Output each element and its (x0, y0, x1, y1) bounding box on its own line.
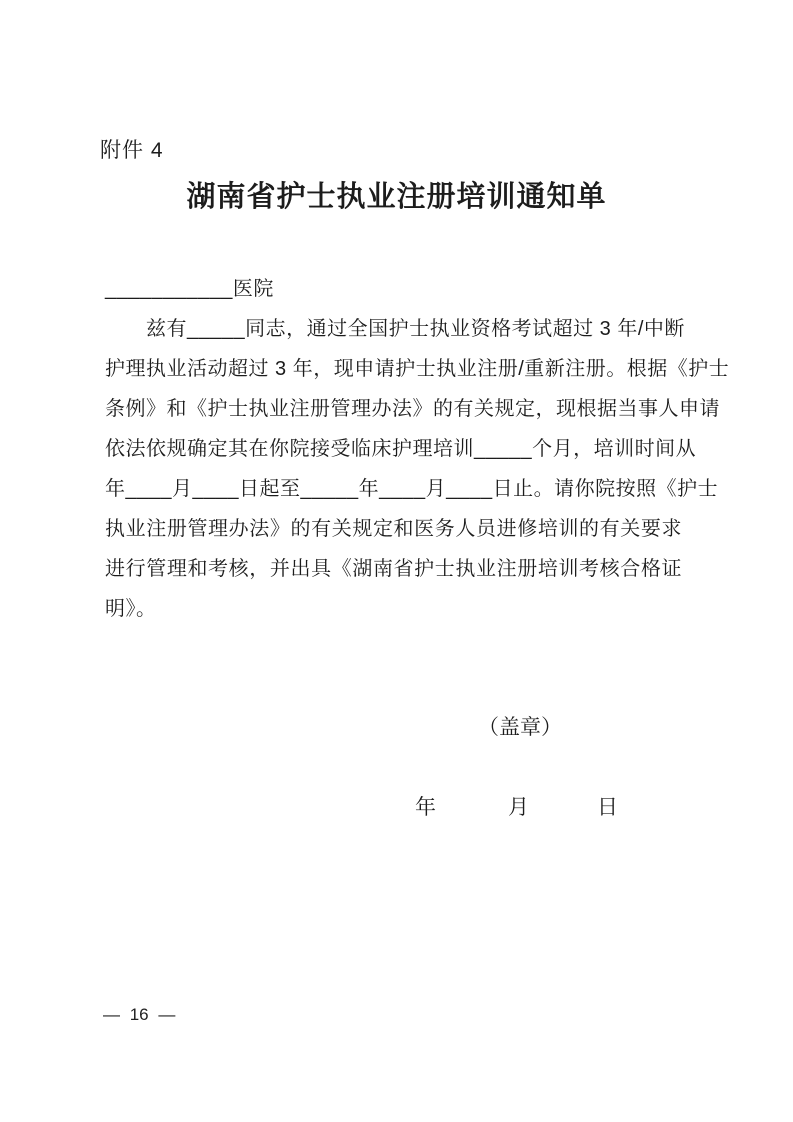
signature-date-line (415, 795, 645, 821)
body-line: 进行管理和考核，并出具《湖南省护士执业注册培训考核合格证 (105, 558, 682, 580)
body-line-date-blanks: 年____月____日起至_____年____月____日止。请你院按照《护士 (105, 478, 719, 500)
date-month-label: 月 (508, 796, 529, 819)
document-title: 湖南省护士执业注册培训通知单 (186, 181, 607, 213)
body-line-last: 明》。 (105, 598, 157, 620)
body-line: 护理执业活动超过 3 年，现申请护士执业注册/重新注册。根据《护士 (105, 358, 730, 380)
body-line: 执业注册管理办法》的有关规定和医务人员进修培训的有关要求 (105, 518, 682, 540)
body-line: 条例》和《护士执业注册管理办法》的有关规定，现根据当事人申请 (105, 398, 720, 420)
date-day-label: 日 (597, 796, 618, 819)
page-number: — 16 — (103, 1005, 176, 1024)
stamp-label: （盖章） (478, 716, 562, 739)
body-line: 依法依规确定其在你院接受临床护理培训_____个月，培训时间从 (105, 438, 697, 460)
body-line: 兹有_____同志，通过全国护士执业资格考试超过 3 年/中断 (105, 318, 685, 340)
date-year-label: 年 (415, 796, 436, 819)
document-body (105, 269, 730, 629)
body-line-hospital-blank: ___________医院 (105, 278, 274, 300)
attachment-label: 附件 4 (100, 139, 164, 162)
